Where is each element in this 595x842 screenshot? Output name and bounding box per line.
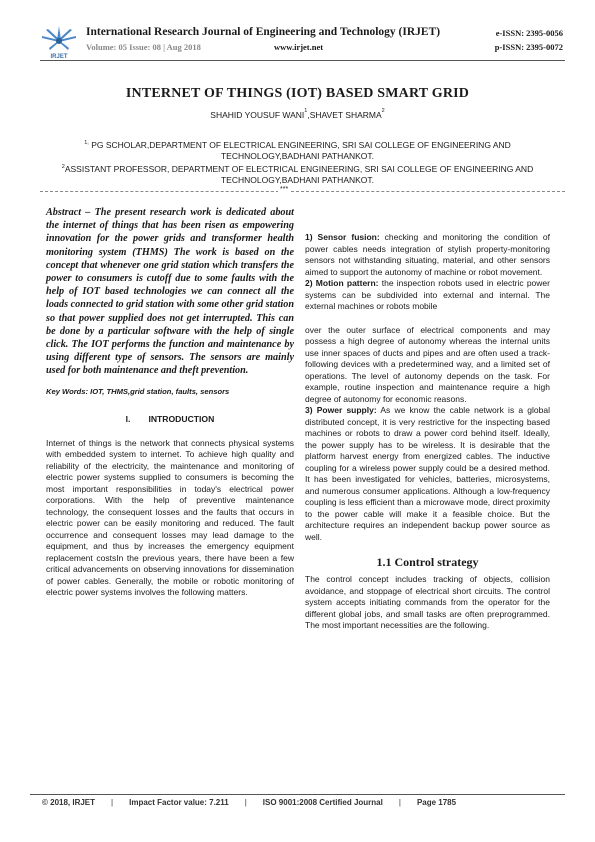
separator-stars: ***: [280, 186, 289, 193]
affil-text: ASSISTANT PROFESSOR, DEPARTMENT OF ELECTRICAL ENGINEERING, SRI SAI COLLEGE OF ENGINEERING AND TECHNOLOGY,BADHANI PATHANKOT.: [64, 164, 534, 185]
keywords: Key Words: IOT, THMS,grid station, faults, sensors: [46, 386, 230, 396]
footer-divider: |: [398, 798, 401, 807]
left-column: [46, 206, 294, 599]
author-separator: ,: [307, 110, 310, 120]
subsection-body: The control concept includes tracking of objects, collision avoidance, and stoppage of electrical short circuits. The control system accepts initiating commands from the operator for the different global jobs, and small tasks are often preprogrammed. The most important necessities are the following.: [305, 574, 550, 630]
header-rule: [40, 60, 565, 61]
paragraph-motion-continued: over the outer surface of electrical components and may possess a high degree of autonomy whereas the internal units use inner spaces of ducts and pipes and are often used a track-following devices with a predetermined way, and a limited set of operations. The level of autonomy depends on the task. For example, routine inspection and maintenance require a high degree of autonomy for economic reasons.: [305, 324, 550, 404]
affil-sup: 1,: [84, 140, 89, 146]
paper-title: INTERNET OF THINGS (IOT) BASED SMART GRID: [125, 86, 470, 101]
footer-rule: [30, 794, 565, 795]
journal-name: International Research Journal of Engineering and Technology (IRJET): [86, 26, 441, 38]
page-footer: [42, 798, 562, 807]
author-name: SHAVET SHARMA: [309, 110, 382, 120]
abstract: Abstract – The present research work is dedicated about the internet of things that has been risen as empowering innovation for the power grids and transformer health monitoring system (THMS) The work is based on the concept that whenever one grid station which transfers the power to consumers is cutoff due to some faults with the help of IOT based technologies we can connect all the loads connected to grid station with some other grid station so that power supplied does not get interrupted. This can be done by a particular software with the help of single click. The IOT performs the function and maintenance by using different type of sensors. The sensors are mainly used for both maintenance and theft prevention.: [46, 207, 294, 377]
footer-page-number: Page 1785: [416, 798, 457, 807]
journal-website-link[interactable]: www.irjet.net: [274, 42, 324, 52]
item-text: the inspection robots used in electric power systems can be subdivided into external and internal. The external machines or robots mobile: [305, 278, 550, 311]
item-label: 1) Sensor fusion:: [305, 232, 380, 242]
journal-header: [40, 24, 565, 58]
author-sup: 1: [304, 108, 308, 114]
footer-divider: |: [111, 798, 114, 807]
journal-logo-icon: [40, 24, 78, 62]
volume-issue: Volume: 05 Issue: 08 | Aug 2018: [86, 42, 201, 52]
author-name: SHAHID YOUSUF WANI: [210, 110, 305, 120]
section-title: INTRODUCTION: [148, 413, 215, 424]
paragraph-sensor-fusion: [305, 232, 550, 278]
item-text: As we know the cable network is a global distributed concept, it is very restrictive for the inspecting based machines or robots to draw a power cord behind itself. Ideally, the power supply has to be wireless. It is desirable that the platform harvest energy from energized cables. The inductive coupling for a wireless power supply could be a desired method. It has been investigated for vehicles, batteries, microsystems, and numerous consumer applications. Although a low-frequency coupling is less efficient than a microwave mode, direct proximity to the power cable will make it a feasible choice. But the architecture requires an independent backup power source as well.: [305, 405, 550, 542]
footer-copyright: © 2018, IRJET: [42, 798, 96, 807]
author-sup: 2: [381, 108, 385, 114]
item-label: 3) Power supply:: [305, 405, 377, 415]
right-column: [305, 232, 550, 632]
affil-sup: 2: [61, 164, 65, 170]
footer-divider: |: [244, 798, 247, 807]
introduction-body: Internet of things is the network that connects physical systems with embedded system to internet. To achieve high quality and reliability of the electricity, the maintenance and monitoring of electric power systems supplied to consumers is becoming the most important responsibilities in today's electrical power corporations. With the help of preventive maintenance technology, the consequent losses and the faults that occurs in electric power can be easily monitoring and reduced. The fault occurrence and consequent losses may lead damage to the equipment, and thus by increases the emergency equipment replacement costsIn the previous years, there have been a few critical advancements on observing innovations for dissemination of power cables. Generally, the mobile or robotic monitoring of electric power systems involves the following matters.: [46, 437, 294, 598]
pissn: p-ISSN: 2395-0072: [494, 42, 563, 52]
footer-impact-factor: Impact Factor value: 7.211: [129, 798, 229, 807]
subsection-heading: 1.1 Control strategy: [376, 555, 479, 569]
eissn: e-ISSN: 2395-0056: [495, 28, 563, 38]
separator-line: [40, 191, 565, 200]
paragraph-motion-pattern: [305, 278, 550, 313]
affiliation-1: [40, 138, 555, 162]
logo-text: IRJET: [50, 54, 68, 60]
section-number: I.: [125, 413, 131, 424]
section-heading-introduction: [46, 414, 294, 424]
affiliation-2: [40, 162, 555, 186]
authors: [30, 108, 565, 120]
footer-iso: ISO 9001:2008 Certified Journal: [262, 798, 383, 807]
affil-text: PG SCHOLAR,DEPARTMENT OF ELECTRICAL ENGINEERING, SRI SAI COLLEGE OF ENGINEERING AND TECHNOLOGY,BADHANI PATHANKOT.: [88, 140, 511, 161]
item-label: 2) Motion pattern:: [305, 278, 379, 288]
item-text: checking and monitoring the condition of power cables needs integration of stylish property-monitoring sensors not withstanding situating, material, and other sensors aimed to support the autonomy of machine or robot movement.: [305, 232, 550, 277]
paragraph-power-supply: [305, 405, 550, 543]
